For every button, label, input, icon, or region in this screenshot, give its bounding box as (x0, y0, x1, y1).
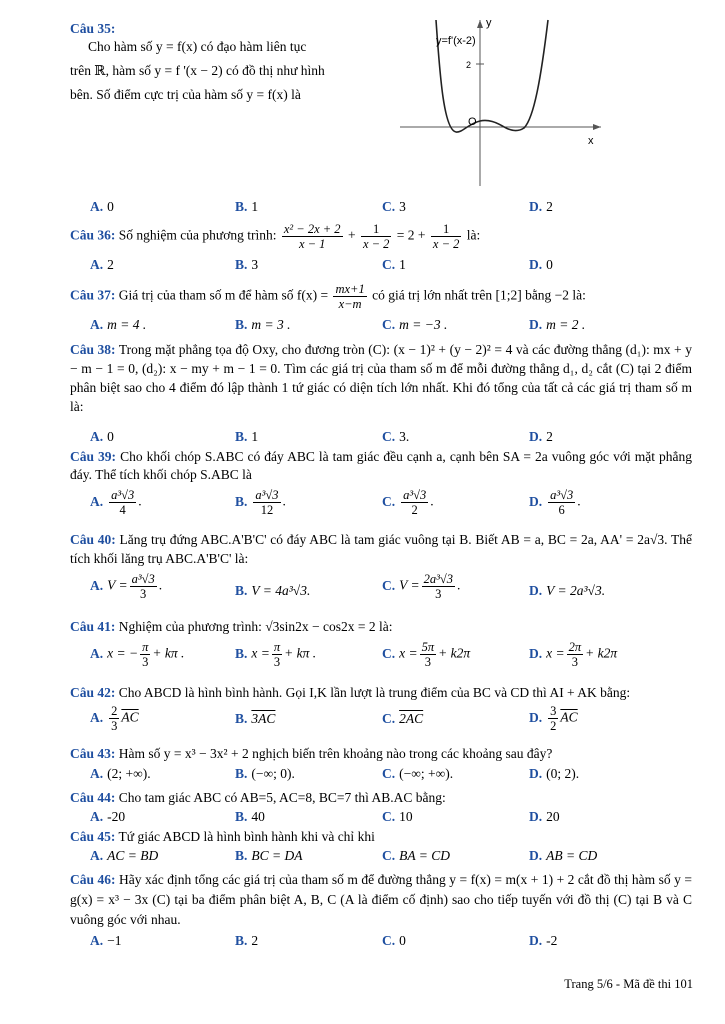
question-tail: là: (466, 227, 481, 243)
option-d: D. 0 (529, 257, 553, 272)
option-c: C. (−∞; +∞). (382, 766, 454, 781)
option-c: C. 10 (382, 809, 413, 824)
option-d: D. AB = CD (529, 848, 598, 863)
question-text: Cho tam giác ABC có AB=5, AC=8, BC=7 thì AB.AC bằng: (118, 790, 446, 805)
option-b: B. m = 3 . (235, 317, 291, 332)
option-d: D. $\frac{3}{2}$ $\overline{AC}$ (529, 704, 578, 733)
option-c: C. x = $\frac{5\pi}{3}$ + k2π (382, 640, 471, 669)
question-label: Câu 45: (70, 829, 116, 844)
option-b: B. x = $\frac{\pi}{3}$ + kπ . (235, 640, 317, 669)
question-39 (70, 448, 692, 484)
derivative-graph (396, 18, 608, 188)
question-text: Cho hàm số y = f(x) có đạo hàm liên tục (88, 39, 307, 54)
option-c: C. BA = CD (382, 848, 450, 863)
question-text: Lăng trụ đứng ABC.A'B'C' có đáy ABC là tam giác vuông tại B. Biết AB = a, BC = 2a, AA' = 2a√3. Thể tích khối lăng trụ ABC.A'B'C' là: (70, 532, 692, 566)
option-b: B. (−∞; 0). (235, 766, 295, 781)
option-c: C. 3. (382, 429, 410, 444)
question-label: Câu 43: (70, 746, 116, 761)
question-45 (70, 828, 692, 846)
question-35 (70, 20, 380, 104)
question-42 (70, 684, 692, 702)
option-b: B. 40 (235, 809, 265, 824)
graph-y-label: y (486, 18, 492, 29)
question-label: Câu 46: (70, 872, 116, 887)
option-a: A. x = − $\frac{\pi}{3}$ + kπ . (90, 640, 185, 669)
graph-origin-label: O (468, 116, 477, 128)
option-b: B. 3AC (235, 711, 276, 726)
question-text: Giá trị của tham số m để hàm số f(x) = (118, 287, 329, 303)
option-a: A. $\frac{2}{3}$ $\overline{AC}$ (90, 704, 139, 733)
question-44 (70, 789, 692, 807)
question-label: Câu 35: (70, 21, 116, 36)
question-text: Cho ABCD là hình bình hành. Gọi I,K lần lượt là trung điểm của BC và CD thì AI + AK bằng: (118, 685, 631, 700)
fraction: $\frac{mx+1}{x-m}$ (335, 282, 365, 311)
question-text: Tứ giác ABCD là hình bình hành khi và chỉ khi (118, 829, 375, 844)
option-b: B. BC = DA (235, 848, 303, 863)
question-text: Trong mặt phẳng tọa độ Oxy, cho đương tròn (C): (x − 1)² + (y − 2)² = 4 và các đường thẳng (d₁): mx + y − m − 1 = 0, (d₂): x − my + m − 1 = 0. Tìm các giá trị của tham số m để mỗi đường thẳng d₁, d₂ cắt (C) tại 2 điểm phân biệt sao cho 4 điểm đó lập thành 1 tứ giác có diện tích lớn nhất. Khi đó tổng của tất cả các giá trị tham số m là: (70, 342, 692, 414)
page-footer: Trang 5/6 - Mã đề thi 101 (564, 977, 693, 991)
option-c: C. V = $\frac{\text{2a³√3}}{3}$ . (382, 572, 461, 601)
option-a: A. AC = BD (90, 848, 159, 863)
question-tail: có giá trị lớn nhất trên [1;2] bằng −2 là: (372, 287, 586, 303)
question-text: trên ℝ, hàm số y = f '(x − 2) có đồ thị như hình (70, 63, 325, 78)
option-c: C. 2AC (382, 711, 424, 726)
question-text: Hãy xác định tổng các giá trị của tham số m để đường thẳng y = f(x) = m(x + 1) + 2 cắt đồ thị hàm số y = g(x) = x³ − 3x (C) tại ba điểm phân biệt A, B, C (A là điểm cố định) sao cho tiếp tuyến với đồ thị (C) tại B và C vuông góc với nhau. (70, 872, 692, 927)
question-text: Nghiệm của phương trình: √3sin2x − cos2x = 2 là: (118, 619, 393, 634)
option-c: C. 3 (382, 199, 406, 214)
option-d: D. x = $\frac{2\pi}{3}$ + k2π (529, 640, 618, 669)
option-d: D. (0; 2). (529, 766, 580, 781)
option-b: B. 2 (235, 933, 259, 948)
question-label: Câu 37: (70, 287, 116, 303)
fraction: $\frac{\text{x² − 2x + 2}}{x - 1}$ (283, 222, 341, 251)
option-d: D. 20 (529, 809, 560, 824)
option-a: A. 0 (90, 429, 114, 444)
option-d: D. m = 2 . (529, 317, 586, 332)
question-label: Câu 42: (70, 685, 116, 700)
option-c: C. 1 (382, 257, 406, 272)
question-43 (70, 745, 692, 763)
option-d: D. 2 (529, 199, 553, 214)
question-38 (70, 340, 692, 416)
question-41 (70, 618, 692, 636)
option-b: B. 3 (235, 257, 259, 272)
option-a: A. $\frac{\text{a³√3}}{4}$ . (90, 488, 142, 517)
question-40 (70, 530, 692, 568)
question-label: Câu 39: (70, 449, 117, 464)
option-c: C. m = −3 . (382, 317, 448, 332)
option-b: B. 1 (235, 199, 259, 214)
option-a: A. 2 (90, 257, 114, 272)
graph-x-label: x (588, 135, 594, 147)
question-label: Câu 38: (70, 342, 116, 357)
question-36: Câu 36: Số nghiệm của phương trình: $\frac{\text{x² − 2x + 2}}{x - 1}$ + $\frac{1}{x - 2}$ = 2 + $\frac{1}{x - 2}$ là: (70, 222, 481, 251)
question-label: Câu 36: (70, 227, 116, 243)
question-46 (70, 870, 692, 930)
question-text: Số nghiệm của phương trình: (118, 227, 277, 243)
question-text: Cho khối chóp S.ABC có đáy ABC là tam giác đều cạnh a, cạnh bên SA = 2a vuông góc với mặt phẳng đáy. Thể tích khối chóp S.ABC là (70, 449, 692, 482)
option-b: B. $\frac{\text{a³√3}}{12}$ . (235, 488, 286, 517)
option-a: A. −1 (90, 933, 122, 948)
option-d: D. -2 (529, 933, 558, 948)
option-a: A. 0 (90, 199, 114, 214)
option-d: D. $\frac{\text{a³√3}}{6}$ . (529, 488, 581, 517)
option-a: A. V = $\frac{\text{a³√3}}{3}$ . (90, 572, 163, 601)
question-text: Hàm số y = x³ − 3x² + 2 nghịch biến trên khoảng nào trong các khoảng sau đây? (118, 746, 553, 761)
graph-tick-label: 2 (466, 60, 472, 70)
option-d: D. 2 (529, 429, 553, 444)
question-37 (70, 282, 692, 311)
option-a: A. -20 (90, 809, 126, 824)
graph-label: y=f'(x-2) (436, 35, 476, 47)
question-label: Câu 40: (70, 532, 116, 547)
option-b: B. 1 (235, 429, 259, 444)
question-label: Câu 41: (70, 619, 116, 634)
fraction: $\frac{1}{x - 2}$ (432, 222, 460, 251)
option-c: C. 0 (382, 933, 406, 948)
option-c: C. $\frac{\text{a³√3}}{2}$ . (382, 488, 434, 517)
option-a: A. (2; +∞). (90, 766, 151, 781)
option-d: D. V = 2a³√3. (529, 583, 606, 598)
question-label: Câu 44: (70, 790, 116, 805)
option-a: A. m = 4 . (90, 317, 147, 332)
fraction: $\frac{1}{x - 2}$ (362, 222, 390, 251)
option-b: B. V = 4a³√3. (235, 583, 311, 598)
question-text: bên. Số điểm cực trị của hàm số y = f(x) là (70, 87, 301, 102)
equation-text: = 2 + (396, 227, 426, 243)
